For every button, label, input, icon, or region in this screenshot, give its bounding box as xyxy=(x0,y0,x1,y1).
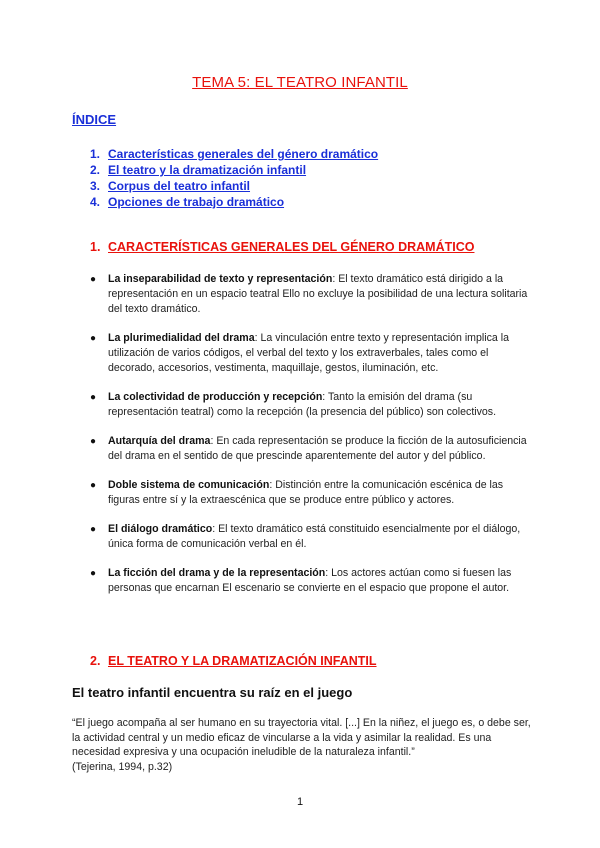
item-term: Autarquía del drama xyxy=(108,435,211,447)
toc-number: 1. xyxy=(90,147,101,161)
toc-link[interactable]: Corpus del teatro infantil xyxy=(108,179,251,193)
section-number: 1. xyxy=(90,240,101,254)
subheading: El teatro infantil encuentra su raíz en el juego xyxy=(72,685,353,700)
bullet-icon: ● xyxy=(90,333,97,344)
bullet-icon: ● xyxy=(90,274,97,285)
toc-item[interactable] xyxy=(90,162,378,178)
bullet-icon: ● xyxy=(90,568,97,579)
item-text: : Los actores actúan como si fuesen las personas que encarnan El escenario se convierte en el espacio que propone el autor. xyxy=(108,567,512,594)
item-term: La inseparabilidad de texto y representación xyxy=(108,273,333,285)
item-text: : La vinculación entre texto y representación implica la utilización de varios códigos, el verbal del texto y los extraverbales, tales como el decorado, accesorios, vestimenta, maquillaje, gestos, iluminación, etc. xyxy=(108,332,509,374)
item-term: La colectividad de producción y recepción xyxy=(108,391,323,403)
toc-item[interactable] xyxy=(90,178,378,194)
item-text: : El texto dramático está constituido esencialmente por el diálogo, única forma de comunicación verbal en él. xyxy=(108,523,521,550)
toc-number: 4. xyxy=(90,195,101,209)
characteristics-list xyxy=(90,272,530,610)
toc-number: 3. xyxy=(90,179,101,193)
bullet-icon: ● xyxy=(90,524,97,535)
toc-item[interactable] xyxy=(90,194,378,210)
bullet-icon: ● xyxy=(90,436,97,447)
list-item xyxy=(90,566,530,596)
toc-link[interactable]: Características generales del género dramático xyxy=(108,147,379,161)
section-heading-1 xyxy=(90,240,474,254)
list-item xyxy=(90,478,530,508)
toc-link[interactable]: El teatro y la dramatización infantil xyxy=(108,163,307,177)
bullet-icon: ● xyxy=(90,392,97,403)
table-of-contents xyxy=(90,146,378,210)
item-term: El diálogo dramático xyxy=(108,523,213,535)
list-item xyxy=(90,272,530,317)
item-text: : El texto dramático está dirigido a la representación en un espacio teatral Ello no excluye la posibilidad de una lectura solitaria del texto dramático. xyxy=(108,273,528,315)
list-item xyxy=(90,434,530,464)
document-title: TEMA 5: EL TEATRO INFANTIL xyxy=(192,74,408,91)
toc-link[interactable]: Opciones de trabajo dramático xyxy=(108,195,285,209)
item-text: : Tanto la emisión del drama (su representación teatral) como la recepción (la presencia del público) son colectivos. xyxy=(108,391,497,418)
section-number: 2. xyxy=(90,654,101,668)
section-title: CARACTERÍSTICAS GENERALES DEL GÉNERO DRAMÁTICO xyxy=(108,240,475,254)
bullet-icon: ● xyxy=(90,480,97,491)
index-heading[interactable]: ÍNDICE xyxy=(72,112,117,127)
item-text: : En cada representación se produce la ficción de la autosuficiencia del drama en el sentido de que prescinde aparentemente del autor y del público. xyxy=(108,435,527,462)
quote-text: “El juego acompaña al ser humano en su trayectoria vital. [...] En la niñez, el juego es, o debe ser, la actividad central y un medio eficaz de vincularse a la vida y asimilar la realidad. Es una necesidad expresiva y una ocupación ineludible de la naturaleza infantil.” xyxy=(72,717,531,758)
section-title: EL TEATRO Y LA DRAMATIZACIÓN INFANTIL xyxy=(108,654,377,668)
list-item xyxy=(90,390,530,420)
toc-number: 2. xyxy=(90,163,101,177)
item-text: : Distinción entre la comunicación escénica de las figuras entre sí y la extraescénica que se produce entre público y actores. xyxy=(108,479,504,506)
page-number: 1 xyxy=(296,796,304,808)
item-term: La ficción del drama y de la representación xyxy=(108,567,326,579)
item-term: Doble sistema de comunicación xyxy=(108,479,270,491)
list-item xyxy=(90,331,530,376)
section-heading-2 xyxy=(90,654,377,668)
citation: (Tejerina, 1994, p.32) xyxy=(72,760,173,773)
quote-block xyxy=(72,716,532,774)
item-term: La plurimedialidad del drama xyxy=(108,332,255,344)
list-item xyxy=(90,522,530,552)
toc-item[interactable] xyxy=(90,146,378,162)
